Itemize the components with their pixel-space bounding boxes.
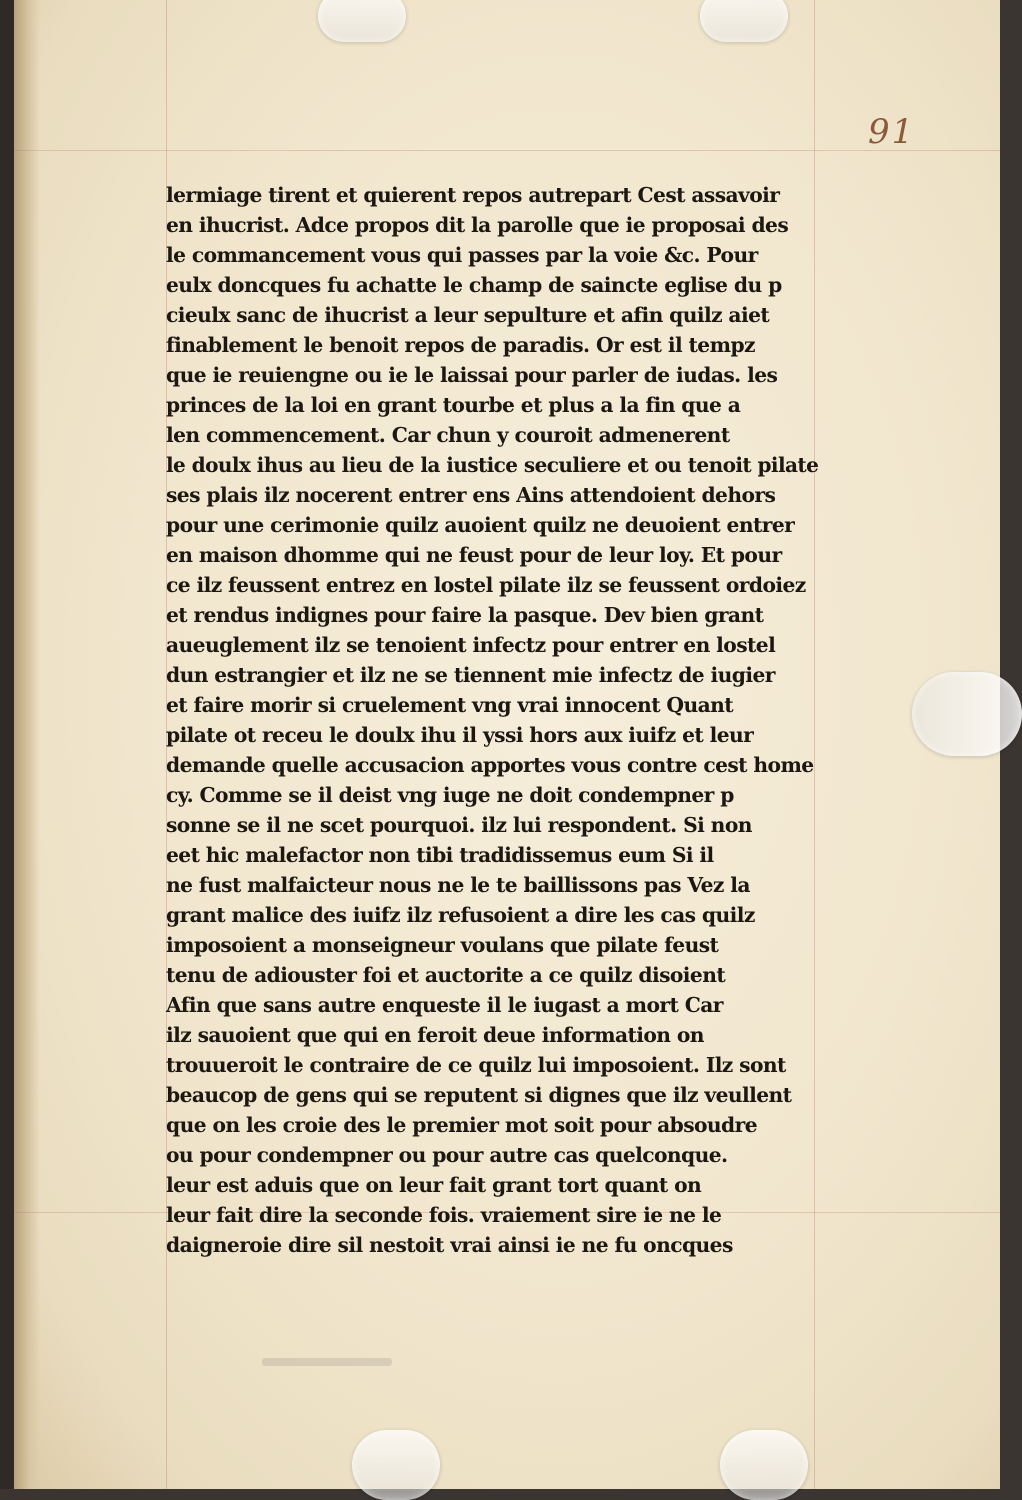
side-clip [912,672,1022,756]
manuscript-line: demande quelle accusacion apportes vous contre cest home [166,753,814,777]
manuscript-line: dun estrangier et ilz ne se tiennent mie infectz de iugier [166,663,775,687]
manuscript-line: que on les croie des le premier mot soit pour absoudre [166,1113,757,1137]
manuscript-line: len commencement. Car chun y couroit admenerent [166,423,730,447]
manuscript-line: sonne se il ne scet pourquoi. ilz lui respondent. Si non [166,813,752,837]
manuscript-line: beaucop de gens qui se reputent si dignes que ilz veullent [166,1083,792,1107]
manuscript-line: cieulx sanc de ihucrist a leur sepulture et afin quilz aiet [166,303,770,327]
manuscript-line: leur fait dire la seconde fois. vraiement sire ie ne le [166,1203,722,1227]
manuscript-line: aueuglement ilz se tenoient infectz pour entrer en lostel [166,633,776,657]
manuscript-line: en maison dhomme qui ne feust pour de leur loy. Et pour [166,543,782,567]
manuscript-line: pour une cerimonie quilz auoient quilz ne deuoient entrer [166,513,795,537]
manuscript-line: ce ilz feussent entrez en lostel pilate ilz se feussent ordoiez [166,573,806,597]
manuscript-line: en ihucrist. Adce propos dit la parolle que ie proposai des [166,213,789,237]
manuscript-line: lermiage tirent et quierent repos autrepart Cest assavoir [166,183,780,207]
manuscript-line: le commancement vous qui passes par la voie &c. Pour [166,243,758,267]
manuscript-line: tenu de adiouster foi et auctorite a ce quilz disoient [166,963,726,987]
manuscript-line: imposoient a monseigneur voulans que pilate feust [166,933,719,957]
manuscript-line: princes de la loi en grant tourbe et plus a la fin que a [166,393,741,417]
margin-rule-top [14,150,1000,151]
manuscript-line: grant malice des iuifz ilz refusoient a dire les cas quilz [166,903,755,927]
manuscript-line: cy. Comme se il deist vng iuge ne doit condempner p [166,783,734,807]
manuscript-line: ou pour condempner ou pour autre cas quelconque. [166,1143,728,1167]
top-right-clip [700,0,788,42]
manuscript-line: daigneroie dire sil nestoit vrai ainsi ie ne fu oncques [166,1233,733,1257]
manuscript-line: ilz sauoient que qui en feroit deue information on [166,1023,704,1047]
faint-library-stamp [262,1358,392,1366]
manuscript-line: Afin que sans autre enqueste il le iugast a mort Car [166,993,723,1017]
manuscript-line: le doulx ihus au lieu de la iustice seculiere et ou tenoit pilate [166,453,819,477]
bottom-left-clip [352,1430,440,1500]
bottom-right-clip [720,1430,808,1500]
manuscript-line: ses plais ilz nocerent entrer ens Ains attendoient dehors [166,483,776,507]
binding-gutter [14,0,40,1489]
manuscript-text-block [166,180,826,1257]
manuscript-line: finablement le benoit repos de paradis. Or est il tempz [166,333,755,357]
manuscript-line: ne fust malfaicteur nous ne le te baillissons pas Vez la [166,873,750,897]
manuscript-line: et faire morir si cruelement vng vrai innocent Quant [166,693,734,717]
manuscript-line: trouueroit le contraire de ce quilz lui imposoient. Ilz sont [166,1053,786,1077]
top-left-clip [318,0,406,42]
folio-number: 91 [868,112,916,152]
manuscript-line: eulx doncques fu achatte le champ de saincte eglise du p [166,273,782,297]
manuscript-line: que ie reuiengne ou ie le laissai pour parler de iudas. les [166,363,778,387]
manuscript-line: eet hic malefactor non tibi tradidissemus eum Si il [166,843,714,867]
manuscript-line: pilate ot receu le doulx ihu il yssi hors aux iuifz et leur [166,723,754,747]
manuscript-line: et rendus indignes pour faire la pasque. Dev bien grant [166,603,764,627]
manuscript-line: leur est aduis que on leur fait grant tort quant on [166,1173,702,1197]
